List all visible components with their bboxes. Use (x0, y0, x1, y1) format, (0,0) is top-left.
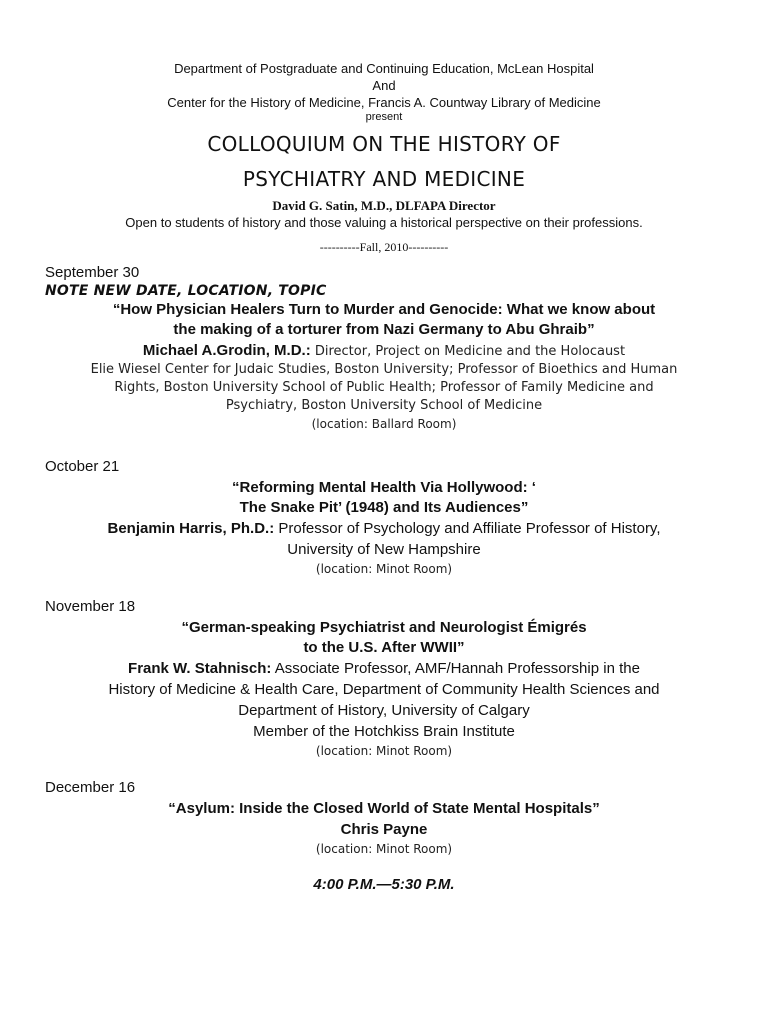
affiliation-line-2: Rights, Boston University School of Public Health; Professor of Family Medicine and (114, 380, 654, 395)
talk-title-line-2: The Snake Pit’ (1948) and Its Audiences” (239, 499, 529, 516)
speaker-name: Benjamin Harris, Ph.D.: (107, 520, 275, 537)
session-date: October 21 (45, 458, 120, 475)
speaker-name: Michael A.Grodin, M.D.: (142, 342, 311, 359)
session-note: NOTE NEW DATE, LOCATION, TOPIC (45, 283, 327, 299)
session-location: (location: Minot Room) (315, 842, 453, 856)
title-line-1: COLLOQUIUM ON THE HISTORY OF (207, 132, 561, 156)
speaker-line (0, 340, 768, 361)
session-date: December 16 (45, 779, 136, 796)
director-line: David G. Satin, M.D., DLFAPA Director (272, 198, 496, 213)
session-location: (location: Minot Room) (315, 744, 453, 758)
center-line: Center for the History of Medicine, Francis A. Countway Library of Medicine (167, 95, 601, 110)
speaker-role: Associate Professor, AMF/Hannah Professorship in the (271, 660, 640, 677)
director-block (0, 190, 768, 255)
talk-title-line-1: “How Physician Healers Turn to Murder and Genocide: What we know about (112, 301, 656, 318)
session-december (0, 779, 768, 858)
and-line: And (372, 78, 396, 93)
session-november (0, 598, 768, 760)
present-label: present (365, 111, 403, 123)
affiliation-line-3: Psychiatry, Boston University School of Medicine (225, 398, 543, 413)
speaker-name: Frank W. Stahnisch: (128, 660, 272, 677)
session-september (0, 264, 768, 433)
talk-title-line-1: “German-speaking Psychiatrist and Neurologist Émigrés (181, 619, 587, 636)
session-date: September 30 (45, 264, 140, 281)
title-line-2: PSYCHIATRY AND MEDICINE (242, 167, 526, 191)
speaker-name (0, 819, 768, 840)
speaker-line (0, 658, 768, 679)
speaker-line-2: History of Medicine & Health Care, Department of Community Health Sciences and (108, 681, 660, 698)
speaker-role: Professor of Psychology and Affiliate Professor of History, (274, 520, 661, 537)
speaker-line-3: Department of History, University of Calgary (238, 702, 530, 719)
term-line: ----------Fall, 2010---------- (319, 240, 449, 254)
affiliation-line-1: Elie Wiesel Center for Judaic Studies, Boston University; Professor of Bioethics and Human (90, 362, 678, 377)
talk-title-line-1: “Reforming Mental Health Via Hollywood: ‘ (232, 479, 536, 496)
session-date: November 18 (45, 598, 136, 615)
talk-title-line-2: to the U.S. After WWII” (303, 639, 465, 656)
session-time: 4:00 P.M.—5:30 P.M. (313, 876, 455, 893)
speaker-line (0, 518, 768, 539)
session-location: (location: Ballard Room) (311, 417, 457, 431)
session-location: (location: Minot Room) (315, 562, 453, 576)
speaker-name-text: Chris Payne (340, 821, 428, 838)
session-october (0, 458, 768, 578)
audience-line: Open to students of history and those valuing a historical perspective on their professions. (125, 215, 643, 230)
speaker-line-2: University of New Hampshire (287, 541, 481, 558)
speaker-role: Director, Project on Medicine and the Holocaust (310, 344, 626, 359)
talk-title-line-2: the making of a torturer from Nazi Germany to Abu Ghraib” (173, 321, 595, 338)
header (0, 60, 768, 123)
talk-title-line-1: “Asylum: Inside the Closed World of State Mental Hospitals” (168, 800, 600, 817)
department-line: Department of Postgraduate and Continuing Education, McLean Hospital (174, 61, 594, 76)
speaker-line-4: Member of the Hotchkiss Brain Institute (253, 723, 515, 740)
